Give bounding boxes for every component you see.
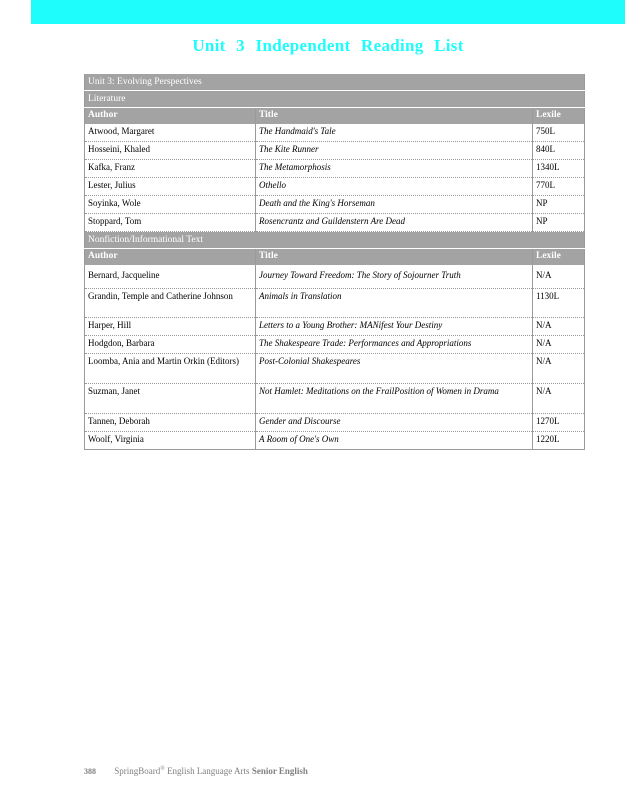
column-header-lexile: Lexile [533, 108, 585, 124]
title-cell: Rosencrantz and Guildenstern Are Dead [256, 214, 533, 232]
table-row [85, 432, 585, 450]
title-cell: The Kite Runner [256, 142, 533, 160]
author-cell: Soyinka, Wole [85, 196, 256, 214]
lexile-cell: N/A [533, 318, 585, 336]
lexile-cell: 770L [533, 178, 585, 196]
table-row [85, 318, 585, 336]
title-cell: A Room of One's Own [256, 432, 533, 450]
unit-label: Unit 3: Evolving Perspectives [85, 74, 585, 91]
title-cell: Not Hamlet: Meditations on the FrailPosition of Women in Drama [256, 384, 533, 414]
table-row [85, 336, 585, 354]
section-header-row [85, 232, 585, 249]
author-cell: Harper, Hill [85, 318, 256, 336]
author-cell: Loomba, Ania and Martin Orkin (Editors) [85, 354, 256, 384]
lexile-cell: 1220L [533, 432, 585, 450]
registered-mark: ® [160, 766, 165, 772]
author-cell: Hosseini, Khaled [85, 142, 256, 160]
table-row [85, 124, 585, 142]
author-cell: Suzman, Janet [85, 384, 256, 414]
column-header-author: Author [85, 108, 256, 124]
author-cell: Woolf, Virginia [85, 432, 256, 450]
page-footer [84, 766, 308, 776]
lexile-cell: NP [533, 196, 585, 214]
title-cell: Letters to a Young Brother: MANifest Your Destiny [256, 318, 533, 336]
lexile-cell: 1340L [533, 160, 585, 178]
title-cell: Gender and Discourse [256, 414, 533, 432]
column-header-lexile: Lexile [533, 249, 585, 265]
author-cell: Stoppard, Tom [85, 214, 256, 232]
lexile-cell: N/A [533, 384, 585, 414]
title-cell: The Metamorphosis [256, 160, 533, 178]
table-row [85, 354, 585, 384]
title-cell: Othello [256, 178, 533, 196]
author-cell: Grandin, Temple and Catherine Johnson [85, 289, 256, 318]
reading-list-table [84, 74, 585, 450]
column-header-title: Title [256, 108, 533, 124]
column-header-author: Author [85, 249, 256, 265]
top-color-bar [31, 0, 625, 24]
course-level: Senior English [251, 766, 308, 776]
lexile-cell: N/A [533, 336, 585, 354]
author-cell: Atwood, Margaret [85, 124, 256, 142]
column-header-title: Title [256, 249, 533, 265]
section-label: Literature [85, 91, 585, 108]
unit-header-row [85, 74, 585, 91]
column-header-row [85, 249, 585, 265]
title-cell: Animals in Translation [256, 289, 533, 318]
lexile-cell: N/A [533, 265, 585, 289]
author-cell: Tannen, Deborah [85, 414, 256, 432]
title-cell: Death and the King's Horseman [256, 196, 533, 214]
section-label: Nonfiction/Informational Text [85, 232, 585, 249]
table-row [85, 384, 585, 414]
lexile-cell: 1270L [533, 414, 585, 432]
table-row [85, 289, 585, 318]
lexile-cell: 840L [533, 142, 585, 160]
column-header-row [85, 108, 585, 124]
page-title: Unit 3 Independent Reading List [192, 36, 464, 55]
author-cell: Lester, Julius [85, 178, 256, 196]
title-cell: Post-Colonial Shakespeares [256, 354, 533, 384]
author-cell: Bernard, Jacqueline [85, 265, 256, 289]
title-cell: The Handmaid's Tale [256, 124, 533, 142]
author-cell: Hodgdon, Barbara [85, 336, 256, 354]
lexile-cell: 750L [533, 124, 585, 142]
table-row [85, 160, 585, 178]
table-row [85, 178, 585, 196]
author-cell: Kafka, Franz [85, 160, 256, 178]
lexile-cell: N/A [533, 354, 585, 384]
lexile-cell: 1130L [533, 289, 585, 318]
page-number: 388 [84, 767, 96, 776]
lexile-cell: NP [533, 214, 585, 232]
section-header-row [85, 91, 585, 108]
course-name: English Language Arts [167, 766, 250, 776]
title-cell: Journey Toward Freedom: The Story of Sojourner Truth [256, 265, 533, 289]
table-row [85, 265, 585, 289]
table-row [85, 142, 585, 160]
title-cell: The Shakespeare Trade: Performances and Appropriations [256, 336, 533, 354]
table-row [85, 214, 585, 232]
table-row [85, 414, 585, 432]
table-row [85, 196, 585, 214]
publisher-name: SpringBoard [114, 766, 161, 776]
